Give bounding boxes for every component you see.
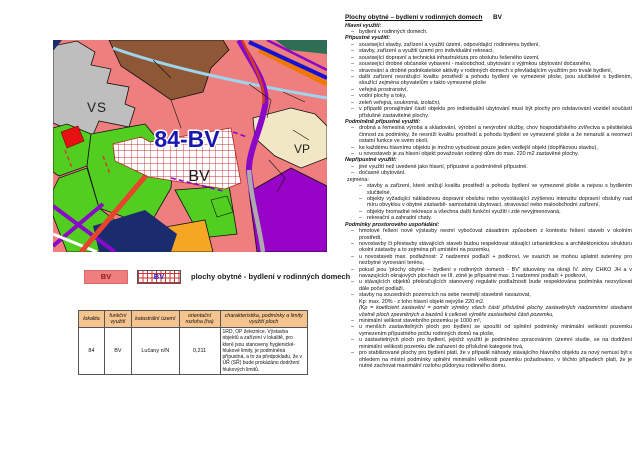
regulation-item: Kp: max. 20% - z toho hlavní objekt nejvýše 220 m2. [359, 298, 485, 305]
section-heading: Nepřípustné využití: [345, 157, 397, 164]
regulation-item: – ke každému hlavnímu objektu je možno vybudovat pouze jeden vedlejší objekt (doplňkovou stavbu), [351, 144, 598, 151]
regulation-item: – bydlení v rodinných domech. [351, 29, 428, 36]
map-label-zone-id: 84-BV [154, 126, 220, 152]
regulation-item: – pokud jsou 'plochy obytné – bydlení v rodinných domech - BV' situovány na okraji IV. zóny CHKO JH a v navazujících okrajových plochách ve III. zóně je přípustné max. 1 nadzemní podlaží + podkroví, [351, 266, 632, 280]
regulation-item: – související dopravní a technická infrastruktura pro obsluhu řešeného území, [351, 54, 540, 61]
regulation-item: zejména: [347, 176, 369, 183]
regulation-item: – vodní plochy a toky, [351, 93, 407, 100]
regulation-item: – objekty vyžadující nákladovou dopravní obsluhu nebo vyvolávající zvýšenou intenzitu dopravní obsluhy nad míru obvyklou v obytné zástavbě- samostatná ubytovací, stravovací nebo maloobchodní zařízení, [359, 196, 632, 209]
regulations-title: Plochy obytné – bydlení v rodinných domech [345, 14, 483, 21]
regulation-item: – novostavby či přestavby stávajících staveb budou respektovat stávající urbanistickou a architektonickou strukturu okolní zástavby a to zejména při umístění na pozemku, [351, 240, 632, 254]
regulation-item: (Kp = koeficient zastavění = poměr výměry všech částí příslušné plochy zastavěných nadzemními stavbami včetně ploch zpevněných a bazénů k celkové výměře zastavitelné části pozemku, [359, 305, 632, 318]
map-label-vs: VS [86, 100, 108, 115]
column-header: orientační rozloha (ha) [179, 311, 220, 328]
regulation-item: – další zařízení nesnižující kvalitu prostředí a pohodu bydlení ve vymezené ploše, jsou slučitelné s bydlením, sloužící zejména obyvatelům v takto vymezené ploše [351, 73, 632, 87]
column-header: charakteristika, podmínky a limity využití ploch [220, 311, 308, 328]
regulation-item: – stravování a drobné podnikatelské aktivity v rodinných domech s převládajícím využitím pro trvalé bydlení, [351, 67, 613, 74]
table-cell: 0,211 [179, 327, 220, 375]
legend-caption: plochy obytné - bydlení v rodinných domech [191, 272, 351, 281]
table-cell: 1RD, OP železnice. Výstavba objektů a zařízení v lokalitě, pro které jsou stanoveny hygienické-hlukové limity, je podmíněná přípustná, a to za předpokladu, že v ÚŘ (SŘ) bude prokázáno dodržení hlukových limitů. [220, 327, 308, 375]
section-heading: Přípustné využití: [345, 35, 390, 42]
regulation-item: – hmotové řešení nové výstavby nesmí vybočovat zásadním způsobem z kontextu řešení staveb v okolním prostředí, [351, 228, 632, 241]
regulation-item: – u novostaveb max. podlažnost: 2 nadzemní podlaží + podkroví, ve svazích se mohou uplatnit suterény pro nezbytné vyrovnání terénu, [351, 253, 632, 267]
table-cell: 84 [79, 327, 105, 375]
regulations-sections [345, 23, 632, 370]
zoning-map [53, 40, 327, 252]
section-heading: Podmíněně přípustné využití: [345, 118, 421, 125]
regulation-item: – veřejná prostranství, [351, 86, 408, 93]
table-cell: Lučany n/N [131, 327, 179, 375]
map-label-zone-code: BV [188, 168, 210, 185]
regulation-item: – u novostaveb je za hlavní objekt považován rodinný dům do max. 220 m2 zastavěné plochy. [351, 151, 579, 158]
regulation-item: – u stávajících objektů překračujících stanovený regulativ podlažnosti bude respektována podmínka nezvyšovat dále počet podlaží, [351, 279, 632, 292]
regulation-item: – stavby a zařízení, které snižují kvalitu prostředí a pohodu bydlení ve vymezené ploše a nejsou s bydlením slučitelné, [359, 183, 632, 196]
column-header: lokalita [79, 311, 105, 328]
regulation-item: – u zastavitelných ploch pro bydlení, jejichž využití je podmíněno zpracováním územní studie, se na dodržení minimální velikosti pozemku dle zařazení do příslušné kategorie trvá, [351, 337, 632, 350]
regulation-item: – dočasné ubytování. [351, 170, 406, 177]
regulation-item: – stavby na sousedních pozemcích na sebe nesmějí stavebně navazovat, [351, 292, 531, 299]
regulation-item: – objekty hromadné rekreace a všechna další funkční využití i zde nevyjmenovaná, [359, 208, 561, 215]
legend-swatch-solid-label: BV [100, 271, 112, 281]
regulations-column [345, 14, 632, 369]
legend-swatch-hatched-label: BV [153, 271, 165, 281]
regulation-item: – u menších zastavitelných ploch pro bydlení se upouští od splnění podmínky minimální velikosti pozemku vymezením přípustného počtu rodinných domů na ploše, [351, 324, 632, 337]
table-header-row [79, 311, 308, 328]
regulation-item: – jiné využití než uvedené jako hlavní, přípustné a podmíněně přípustné. [351, 163, 528, 170]
legend [84, 270, 350, 283]
regulation-item: – zeleň veřejná, soukromá, izolační, [351, 99, 441, 106]
regulation-item: – v případě pronajímání částí objektu pro individuální ubytování musí být plochy pro odstavování vozidel součástí příslušné zastavitelné plochy. [351, 106, 632, 119]
regulation-item: – související stavby, zařízení a využití území, odpovídající rodinnému bydlení, [351, 41, 540, 48]
regulation-item: – minimální velikost stavebního pozemku je 1000 m², [351, 318, 482, 325]
map-label-vp: VP [293, 142, 311, 156]
zoning-map-svg [53, 40, 327, 252]
regulation-item: – drobná a řemeslná výroba a skladování, výrobní a nevýrobní služby, chov hospodářského zvířectva a pěstitelská činnost za podmínky, že nesníží kvalitu prostředí a pohodu bydlení ve vymezené ploše a že nenaruší a neomezí ostatní funkce ve svém okolí, [351, 125, 632, 145]
column-header: funkční využití [104, 311, 131, 328]
section-heading: Podmínky prostorového uspořádání: [345, 221, 440, 228]
regulations-title-code: BV [493, 14, 502, 21]
locality-table [78, 310, 308, 375]
column-header: katastrální území [131, 311, 179, 328]
legend-swatch-hatched [137, 270, 181, 284]
table-cell: BV [104, 327, 131, 375]
section-heading: Hlavní využití: [345, 22, 382, 29]
regulation-item: – rekreační a zahradní chaty. [359, 215, 432, 222]
regulation-item: – pro stabilizované plochy pro bydlení platí, že v případě náhrady stávajícího hlavního objektu za nový nemusí být s ohledem na místní podmínky splnění minimální velikosti pozemku požadováno, v těchto případech platí, že je nutné zachovat maximální rozlohu půdorysu rodinného domu. [351, 350, 632, 369]
regulation-item: – stavby, zařízení a využití území pro individuální rekreaci, [351, 48, 494, 55]
table-row [79, 327, 308, 375]
regulation-item: – související drobné občanské vybavení - maloobchod, ubytování s výjimkou ubytování dočasného, [351, 61, 592, 68]
regulations-title-row [345, 14, 632, 22]
legend-swatch-solid [84, 270, 128, 284]
